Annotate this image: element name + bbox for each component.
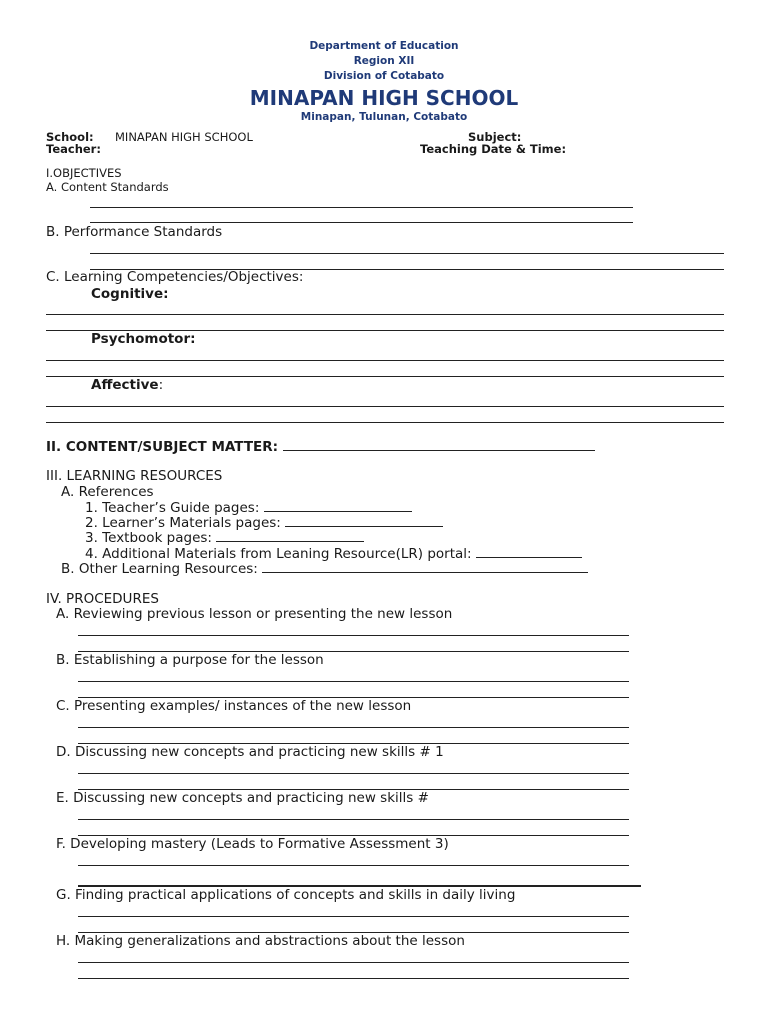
fill-line: [78, 978, 629, 979]
cognitive-label: Cognitive:: [91, 286, 169, 302]
references-label: A. References: [61, 484, 154, 500]
department-heading: Department of Education: [309, 40, 459, 52]
learning-resources-heading: III. LEARNING RESOURCES: [46, 468, 223, 484]
date-time-label: Teaching Date & Time:: [420, 142, 567, 156]
procedure-item-f: F. Developing mastery (Leads to Formative Assessment 3): [56, 836, 449, 852]
fill-line: [78, 865, 629, 866]
procedure-item-b: B. Establishing a purpose for the lesson: [56, 652, 324, 668]
school-title: MINAPAN HIGH SCHOOL: [249, 86, 519, 110]
fill-line: [90, 253, 724, 254]
fill-line: [46, 314, 724, 315]
procedure-item-c: C. Presenting examples/ instances of the new lesson: [56, 698, 412, 714]
learners-materials-label: 2. Learner’s Materials pages:: [85, 514, 443, 531]
additional-materials-label: 4. Additional Materials from Leaning Resource(LR) portal:: [85, 545, 582, 562]
school-value: MINAPAN HIGH SCHOOL: [115, 130, 253, 144]
procedures-heading: IV. PROCEDURES: [46, 591, 159, 607]
competencies-label: C. Learning Competencies/Objectives:: [46, 269, 304, 285]
subject-label: Subject:: [468, 130, 522, 144]
other-resources-label: B. Other Learning Resources:: [61, 560, 588, 577]
teacher-label: Teacher:: [46, 142, 101, 156]
procedure-item-d: D. Discussing new concepts and practicing new skills # 1: [56, 744, 444, 760]
school-address: Minapan, Tulunan, Cotabato: [300, 111, 468, 123]
fill-line: [78, 916, 629, 917]
division-heading: Division of Cotabato: [323, 70, 445, 82]
fill-line: [90, 222, 633, 223]
fill-line: [46, 360, 724, 361]
fill-line: [78, 727, 629, 728]
procedure-item-a: A. Reviewing previous lesson or presenting the new lesson: [56, 606, 453, 622]
content-subject-matter-label: II. CONTENT/SUBJECT MATTER:: [46, 438, 595, 455]
fill-line: [46, 422, 724, 423]
fill-line: [90, 207, 633, 208]
affective-label: Affective:: [91, 377, 164, 393]
fill-line: [78, 819, 629, 820]
fill-line: [46, 406, 724, 407]
region-heading: Region XII: [353, 55, 415, 67]
objectives-heading: I.OBJECTIVES: [46, 166, 122, 180]
textbook-pages-label: 3. Textbook pages:: [85, 529, 364, 546]
procedure-item-e: E. Discussing new concepts and practicing new skills #: [56, 790, 429, 806]
performance-standards-label: B. Performance Standards: [46, 224, 223, 240]
fill-line: [78, 962, 629, 963]
fill-line: [78, 681, 629, 682]
fill-line: [78, 773, 629, 774]
fill-line: [78, 635, 629, 636]
procedure-item-h: H. Making generalizations and abstractions about the lesson: [56, 933, 465, 949]
content-standards-label: A. Content Standards: [46, 180, 169, 194]
school-label: School:: [46, 130, 94, 144]
psychomotor-label: Psychomotor:: [91, 331, 196, 347]
teachers-guide-label: 1. Teacher’s Guide pages:: [85, 499, 412, 516]
procedure-item-g: G. Finding practical applications of concepts and skills in daily living: [56, 887, 516, 903]
